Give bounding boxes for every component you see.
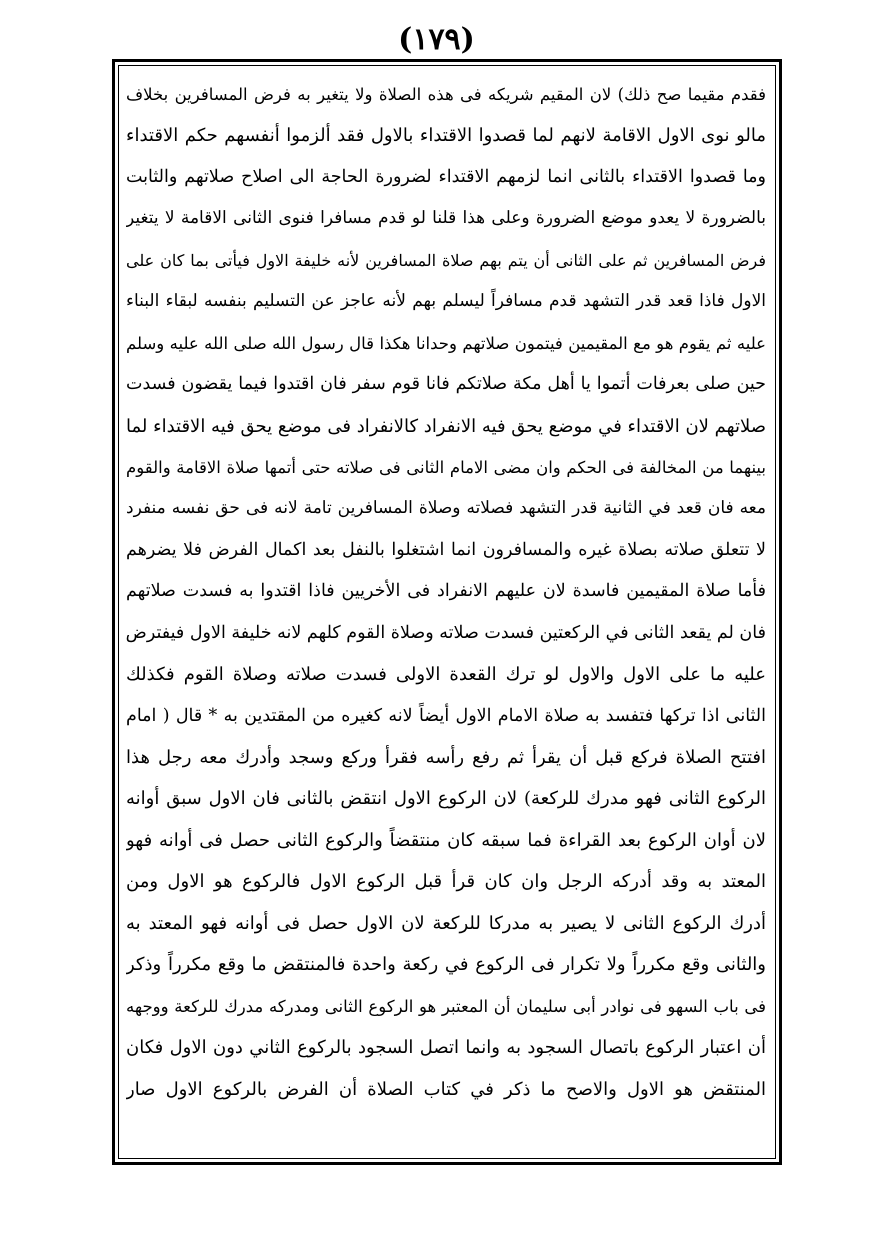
text-line: فى باب السهو فى نوادر أبى سليمان أن المعتبر هو الركوع الثانى ومدركه مدرك للركعة ووجهه [126, 996, 766, 1016]
text-line: مالو نوى الاول الاقامة لانهم لما قصدوا الاقتداء بالاول فقد ألزموا أنفسهم حكم الاقتداء [126, 125, 766, 147]
text-line: فقدم مقيما صح ذلك) لان المقيم شريكه فى هذه الصلاة ولا يتغير به فرض المسافرين بخلاف [126, 85, 766, 104]
text-line: الاول فاذا قعد قدر التشهد قدم مسافراً ليسلم بهم لأنه عاجز عن التسليم بنفسه لبقاء البناء [126, 291, 766, 312]
page-number: (١٧٩) [398, 22, 475, 57]
text-line: حين صلى بعرفات أتموا يا أهل مكة صلاتكم فانا قوم سفر فان اقتدوا فيما يقضون فسدت [126, 374, 766, 395]
text-line: المنتقض هو الاول والاصح ما ذكر في كتاب الصلاة أن الفرض بالركوع الاول صار [126, 1078, 766, 1100]
text-line: فان لم يقعد الثانى في الركعتين فسدت صلاته وصلاة القوم كلهم لانه خليفة الاول فيفترض [126, 622, 766, 643]
text-line: الثانى اذا تركها فتفسد به صلاة الامام الاول أيضاً لانه كغيره من المقتدين به * قال ( امام [126, 705, 766, 726]
text-line: لا تتعلق صلاته بصلاة غيره والمسافرون انما اشتغلوا بالنفل بعد اكمال الفرض فلا يضرهم [126, 539, 766, 560]
text-line: بالضرورة لا يعدو موضع الضرورة وعلى هذا قلنا لو قدم مسافرا فنوى الثانى الاقامة لا يتغير [126, 208, 766, 229]
text-line: المعتد به وقد أدركه الرجل وان كان قرأ قبل الركوع الاول فالركوع هو الاول ومن [126, 871, 766, 893]
text-line: فرض المسافرين ثم على الثانى أن يتم بهم صلاة المسافرين لأنه خليفة الاول فيأتى بما كان على [126, 250, 766, 270]
text-line: أدرك الركوع الثانى لا يصير به مدركا للركعة لان الاول حصل فى أوانه فهو المعتد به [126, 912, 766, 934]
text-line: معه فان قعد في الثانية قدر التشهد فصلاته وصلاة المسافرين تامة لانه فى حق نفسه منفرد [126, 498, 766, 519]
page-text [126, 74, 766, 1152]
text-line: الركوع الثانى فهو مدرك للركعة) لان الركوع الاول انتقض بالثانى فان الاول سبق أوانه [126, 788, 766, 810]
text-line: فأما صلاة المقيمين فاسدة لان عليهم الانفراد فى الأخريين فاذا اقتدوا به فسدت صلاتهم [126, 581, 766, 602]
text-line: افتتح الصلاة فركع قبل أن يقرأ ثم رفع رأسه فقرأ وركع وسجد وأدرك معه رجل هذا [126, 747, 766, 768]
text-line: بينهما من المخالفة فى الحكم وان مضى الامام الثانى فى صلاته حتى أتمها صلاة الاقامة والقوم [126, 457, 766, 477]
text-line: عليه ثم يقوم هو مع المقيمين فيتمون صلاتهم وحدانا هكذا قال رسول الله صلى الله عليه وسلم [126, 333, 766, 353]
text-line: لان أوان الركوع بعد القراءة فما سبقه كان منتقضاً والركوع الثانى حصل فى أوانه فهو [126, 829, 766, 851]
text-line: أن اعتبار الركوع باتصال السجود به وانما اتصل السجود بالركوع الثاني دون الاول فكان [126, 1037, 766, 1059]
text-line: وما قصدوا الاقتداء بالثانى انما لزمهم الاقتداء لضرورة الحاجة الى اصلاح صلاتهم والثابت [126, 166, 766, 187]
text-line: عليه ما على الاول والاول لو ترك القعدة الاولى فسدت صلاته وصلاة القوم فكذلك [126, 664, 766, 686]
text-line: صلاتهم لان الاقتداء في موضع يحق فيه الانفراد كالانفراد فى موضع يحق فيه الاقتداء لما [126, 415, 766, 437]
text-line: والثانى وقع مكرراً ولا تكرار فى الركوع في ركعة واحدة فالمنتقض ما وقع مكرراً وذكر [126, 954, 766, 976]
